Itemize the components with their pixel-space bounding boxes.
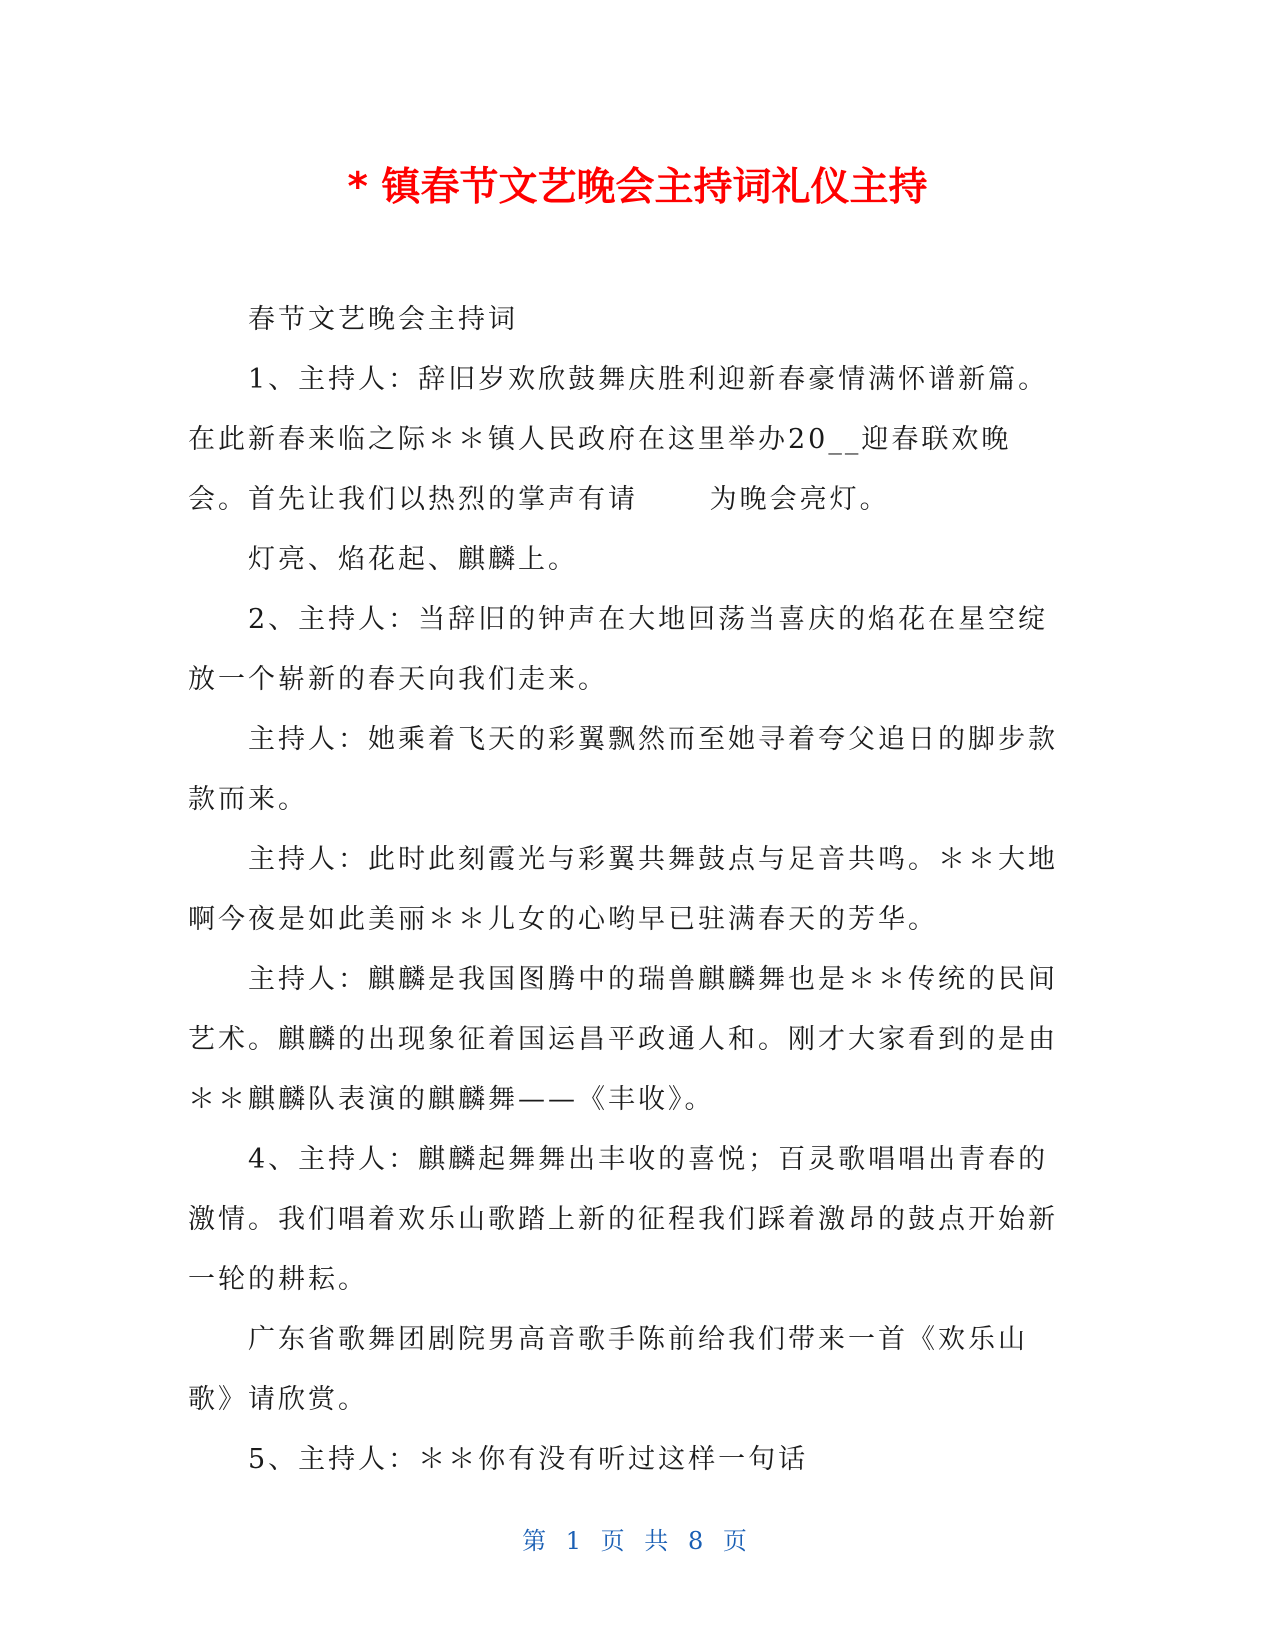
paragraph: 5、主持人：＊＊你有没有听过这样一句话 — [248, 1444, 809, 1475]
document-body — [188, 290, 1068, 1490]
paragraph: 1、主持人：辞旧岁欢欣鼓舞庆胜利迎新春豪情满怀谱新篇。在此新春来临之际＊＊镇人民政府在这里举办20__迎春联欢晚会。首先让我们以热烈的掌声有请 为晚会亮灯。 — [188, 364, 1049, 515]
paragraph: 2、主持人：当辞旧的钟声在大地回荡当喜庆的焰花在星空绽放一个崭新的春天向我们走来。 — [188, 604, 1049, 695]
paragraph: 灯亮、焰花起、麒麟上。 — [248, 544, 578, 575]
paragraph: 主持人：她乘着飞天的彩翼飘然而至她寻着夸父追日的脚步款款而来。 — [188, 724, 1058, 815]
paragraph: 主持人：此时此刻霞光与彩翼共舞鼓点与足音共鸣。＊＊大地啊今夜是如此美丽＊＊儿女的心哟早已驻满春天的芳华。 — [188, 844, 1058, 935]
paragraph: 主持人：麒麟是我国图腾中的瑞兽麒麟舞也是＊＊传统的民间艺术。麒麟的出现象征着国运昌平政通人和。刚才大家看到的是由＊＊麒麟队表演的麒麟舞——《丰收》。 — [188, 964, 1058, 1115]
page-number-footer: 第 1 页 共 8 页 — [522, 1527, 753, 1555]
paragraph: 4、主持人：麒麟起舞舞出丰收的喜悦；百灵歌唱唱出青春的激情。我们唱着欢乐山歌踏上新的征程我们踩着激昂的鼓点开始新一轮的耕耘。 — [188, 1144, 1058, 1295]
document-title: * 镇春节文艺晚会主持词礼仪主持 — [347, 165, 928, 210]
paragraph: 广东省歌舞团剧院男高音歌手陈前给我们带来一首《欢乐山歌》请欣赏。 — [188, 1324, 1028, 1415]
paragraph: 春节文艺晚会主持词 — [248, 304, 518, 335]
